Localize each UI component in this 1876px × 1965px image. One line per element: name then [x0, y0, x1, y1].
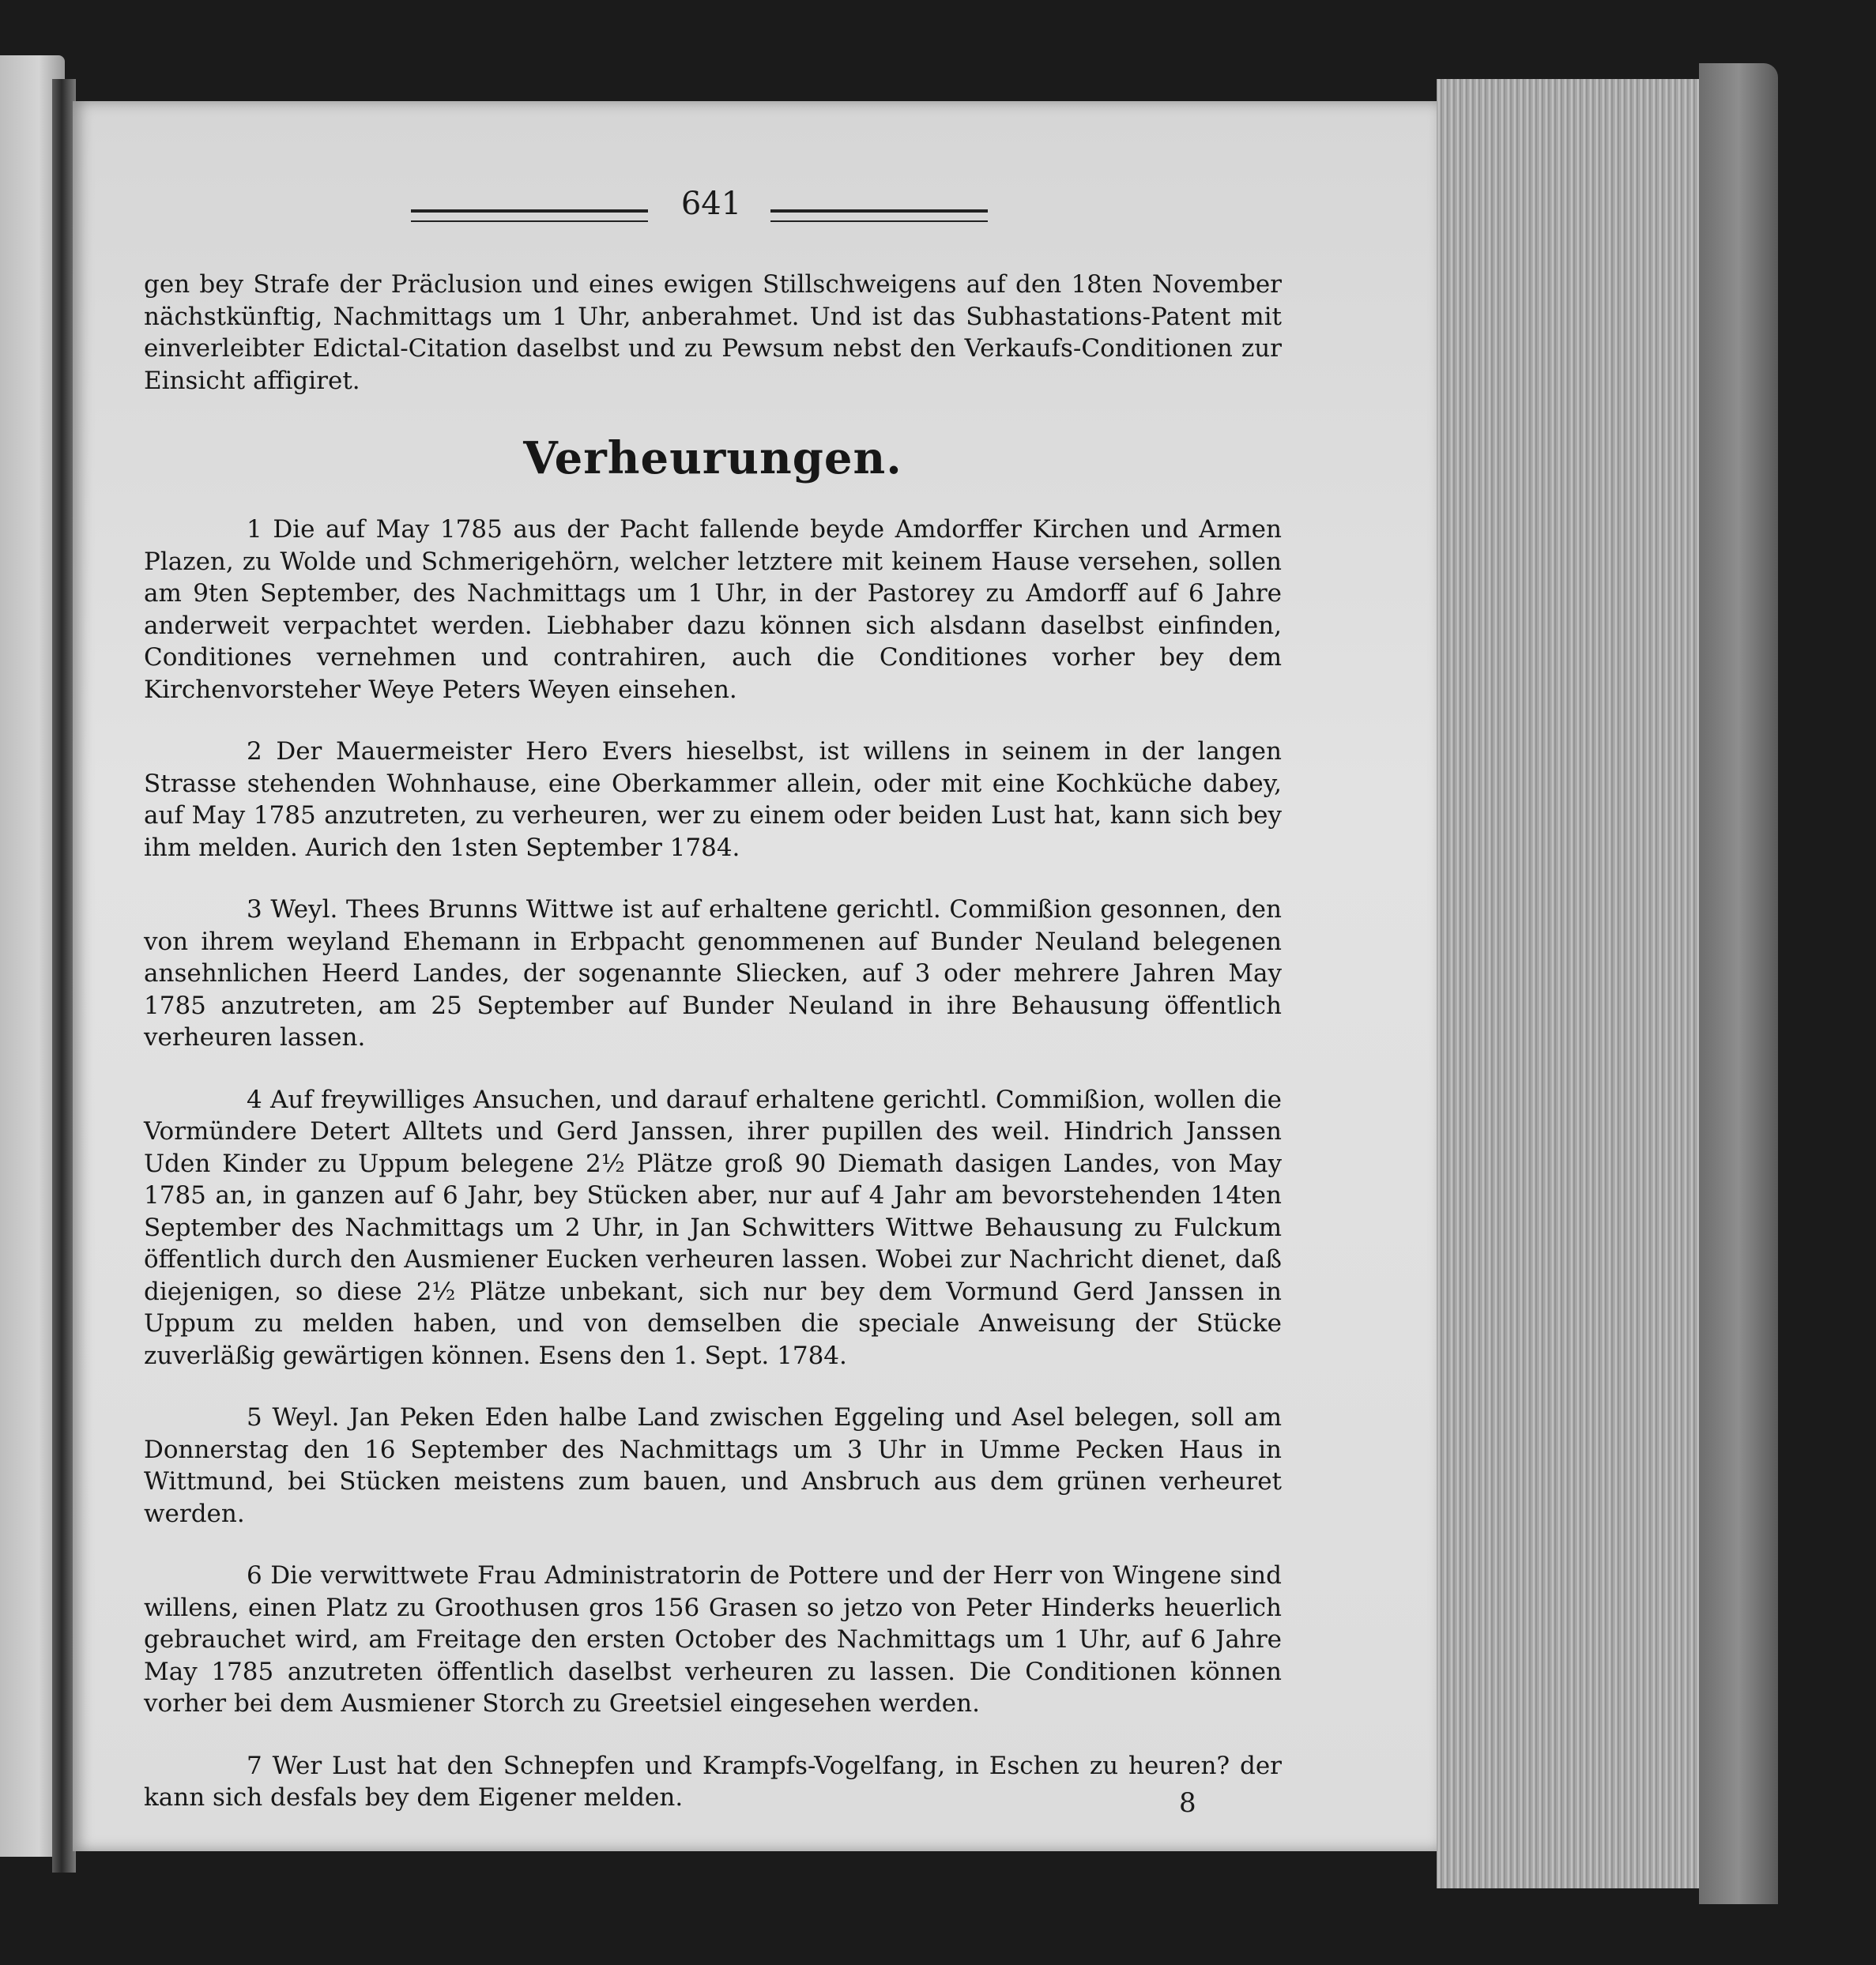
entry-number: 4 [247, 1085, 262, 1114]
entry-text: Weyl. Jan Peken Eden halbe Land zwischen Eggeling und Asel belegen, soll am Donnerstag den 16 September des Nachmittags um 3 Uhr in Umme Pecken Haus in Wittmund, bei Stücken meistens zum bauen, und Ansbruch aus dem grünen verheuret werden. [144, 1403, 1283, 1528]
page-body [144, 269, 1282, 1844]
entry-number: 5 [247, 1403, 262, 1432]
notice-entry [144, 894, 1282, 1054]
page-stack-edge [1437, 79, 1710, 1888]
entry-number: 3 [247, 895, 262, 924]
notice-entry [144, 736, 1282, 864]
page-number: 641 [680, 186, 742, 222]
header-rule-left [411, 209, 648, 222]
catchword: 8 [1179, 1787, 1196, 1819]
entry-text: Weyl. Thees Brunns Wittwe ist auf erhaltene gerichtl. Commißion gesonnen, den von ihrem weyland Ehemann in Erbpacht genommenen auf Bunder Neuland belegenen ansehnlichen Heerd Landes, der sogenannte Sliecken, auf 3 oder mehrere Jahren May 1785 anzutreten, am 25 September auf Bunder Neuland in ihre Behausung öffentlich verheuren lassen. [144, 895, 1282, 1052]
section-heading: Verheurungen. [523, 432, 902, 484]
notice-entry [144, 1560, 1282, 1720]
entry-text: Auf freywilliges Ansuchen, und darauf erhaltene gerichtl. Commißion, wollen die Vormündere Detert Alltets und Gerd Janssen, ihrer pupillen des weil. Hindrich Janssen Uden Kinder zu Uppum belegene 2½ Plätze groß 90 Diemath dasigen Landes, von May 1785 an, in ganzen auf 6 Jahr, bey Stücken aber, nur auf 4 Jahr am bevorstehenden 14ten September des Nachmittags um 2 Uhr, in Jan Schwitters Wittwe Behausung zu Fulckum öffentlich durch den Ausmiener Eucken verheuren lassen. Wobei zur Nachricht dienet, daß diejenigen, so diese 2½ Plätze unbekant, sich nur bey dem Vormund Gerd Janssen in Uppum zu melden haben, und von demselben die speciale Anweisung der Stücke zuverläßig gewärtigen können. Esens den 1. Sept. 1784. [144, 1085, 1282, 1370]
notice-entry [144, 514, 1282, 706]
entry-number: 2 [247, 737, 262, 766]
notice-entry [144, 1750, 1282, 1814]
entry-text: Der Mauermeister Hero Evers hieselbst, ist willens in seinem in der langen Strasse stehenden Wohnhause, eine Oberkammer allein, oder mit eine Kochküche dabey, auf May 1785 anzutreten, zu verheuren, wer zu einem oder beiden Lust hat, kann sich bey ihm melden. Aurich den 1sten September 1784. [144, 737, 1282, 862]
entry-text: Wer Lust hat den Schnepfen und Krampfs-Vogelfang, in Eschen zu heuren? der kann sich desfals bey dem Eigener melden. [144, 1751, 1282, 1812]
notice-entry [144, 1084, 1282, 1372]
entry-text: Die auf May 1785 aus der Pacht fallende beyde Amdorffer Kirchen und Armen Plazen, zu Wolde und Schmerigehörn, welcher letztere mit keinem Hause versehen, sollen am 9ten September, des Nachmittags um 1 Uhr, in der Pastorey zu Amdorff auf 6 Jahre anderweit verpachtet werden. Liebhaber dazu können sich alsdann daselbst einfinden, Conditiones vernehmen und contrahiren, auch die Conditiones vorher bey dem Kirchenvorsteher Weye Peters Weyen einsehen. [144, 515, 1282, 704]
header-rule-right [770, 209, 988, 222]
notice-entry [144, 1402, 1282, 1530]
intro-paragraph: gen bey Strafe der Präclusion und eines ewigen Stillschweigens auf den 18ten November nächstkünftig, Nachmittags um 1 Uhr, anberahmet. Und ist das Subhastations-Patent mit einverleibter Edictal-Citation daselbst und zu Pewsum nebst den Verkaufs-Conditionen zur Einsicht affigiret. [144, 270, 1282, 395]
entry-text: Die verwittwete Frau Administratorin de Pottere und der Herr von Wingene sind willens, einen Platz zu Groothusen gros 156 Grasen so jetzo von Peter Hinderks heuerlich gebrauchet wird, am Freitage den ersten October des Nachmittags um 1 Uhr, auf 6 Jahre May 1785 anzutreten öffentlich daselbst verheuren zu lassen. Die Conditionen können vorher bei dem Ausmiener Storch zu Greetsiel eingesehen werden. [144, 1561, 1282, 1718]
book-cover-edge [1699, 63, 1778, 1904]
page-header [411, 186, 988, 233]
entry-number: 7 [247, 1751, 262, 1780]
entry-number: 1 [247, 515, 262, 544]
entry-number: 6 [247, 1561, 262, 1590]
